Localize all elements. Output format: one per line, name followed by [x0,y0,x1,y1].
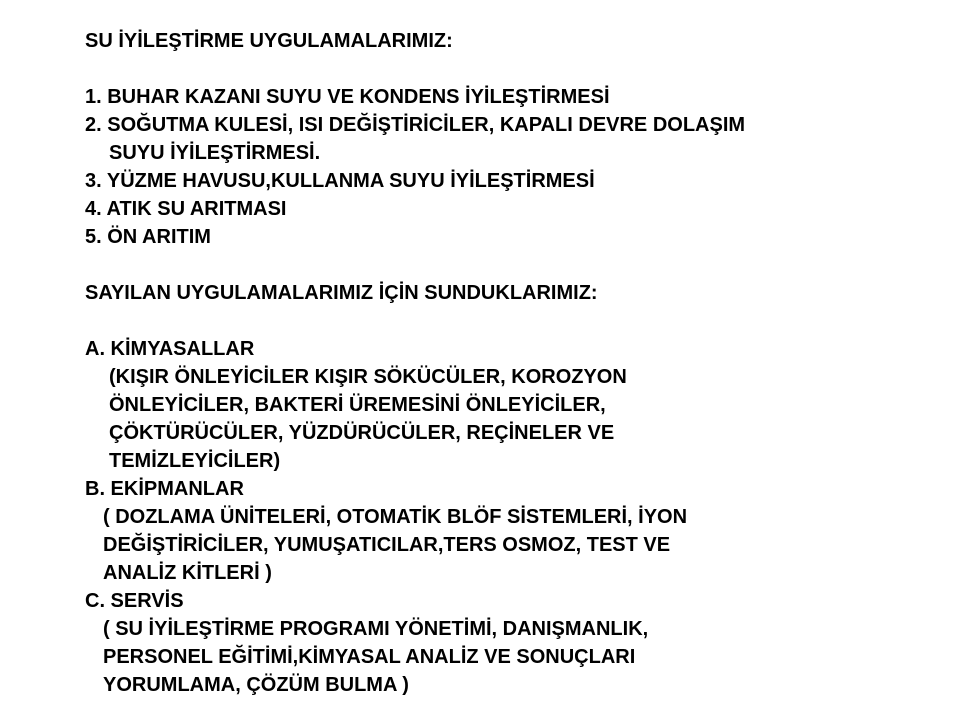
section-c-title: C. SERVİS [85,590,184,612]
section-a-title: A. KİMYASALLAR [85,338,255,360]
section-c-line: ( SU İYİLEŞTİRME PROGRAMI YÖNETİMİ, DANIŞMANLIK, [103,618,649,640]
section-c-line: YORUMLAMA, ÇÖZÜM BULMA ) [103,674,409,696]
heading-offerings: SAYILAN UYGULAMALARIMIZ İÇİN SUNDUKLARIMIZ: [85,282,598,304]
section-b-line: DEĞİŞTİRİCİLER, YUMUŞATICILAR,TERS OSMOZ, TEST VE [103,534,671,556]
section-a-line: ÇÖKTÜRÜCÜLER, YÜZDÜRÜCÜLER, REÇİNELER VE [109,422,615,444]
application-item-5: 5. ÖN ARITIM [85,226,211,248]
spacer [85,55,945,83]
application-item-1: 1. BUHAR KAZANI SUYU VE KONDENS İYİLEŞTİRMESİ [85,86,610,108]
section-c-line: PERSONEL EĞİTİMİ,KİMYASAL ANALİZ VE SONUÇLARI [103,646,636,668]
spacer [85,307,945,335]
slide-body [85,27,945,699]
section-b-line: ANALİZ KİTLERİ ) [103,562,272,584]
application-item-3: 3. YÜZME HAVUSU,KULLANMA SUYU İYİLEŞTİRMESİ [85,170,595,192]
spacer [85,251,945,279]
section-a-line: (KIŞIR ÖNLEYİCİLER KIŞIR SÖKÜCÜLER, KOROZYON [109,366,627,388]
application-item-2: 2. SOĞUTMA KULESİ, ISI DEĞİŞTİRİCİLER, KAPALI DEVRE DOLAŞIM [85,114,746,136]
section-b-line: ( DOZLAMA ÜNİTELERİ, OTOMATİK BLÖF SİSTEMLERİ, İYON [103,506,688,528]
application-item-2-continued: SUYU İYİLEŞTİRMESİ. [109,142,321,164]
section-a-line: TEMİZLEYİCİLER) [109,450,281,472]
heading-applications: SU İYİLEŞTİRME UYGULAMALARIMIZ: [85,30,453,52]
section-b-title: B. EKİPMANLAR [85,478,244,500]
application-item-4: 4. ATIK SU ARITMASI [85,198,287,220]
section-a-line: ÖNLEYİCİLER, BAKTERİ ÜREMESİNİ ÖNLEYİCİLER, [109,394,606,416]
